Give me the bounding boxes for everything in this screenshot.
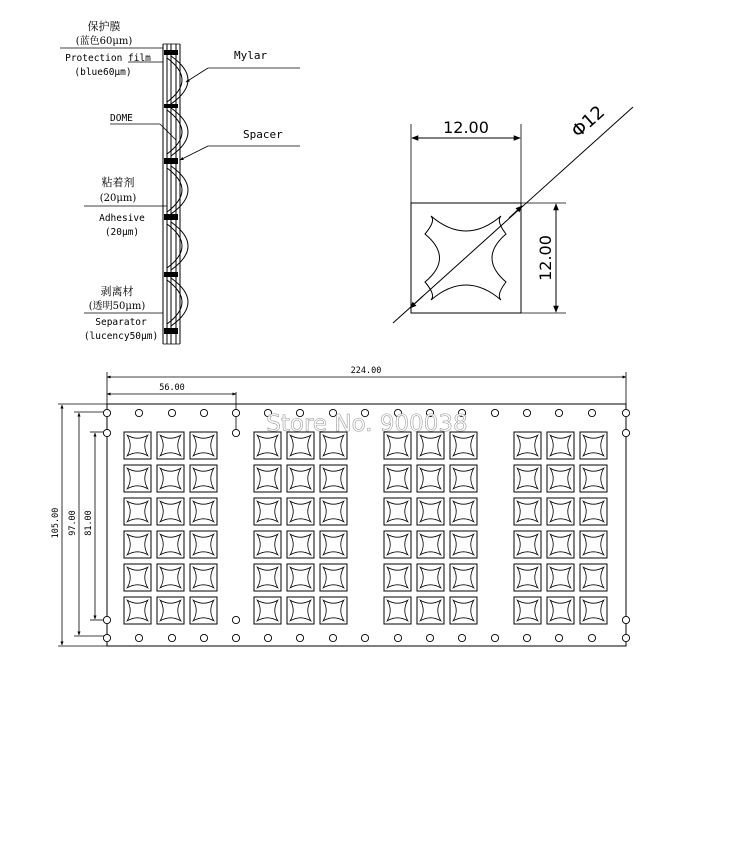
sheet-hole (103, 409, 110, 416)
sheet-hole (426, 634, 433, 641)
dim-height-mid: 97.00 (68, 510, 78, 536)
sheet-hole (329, 634, 336, 641)
sheet-hole (458, 634, 465, 641)
sheet-hole (264, 634, 271, 641)
dim-width-label: 12.00 (443, 118, 489, 137)
sheet-hole (622, 409, 629, 416)
sheet-hole (523, 634, 530, 641)
sheet-hole (361, 634, 368, 641)
dim-total-width: 224.00 (350, 366, 382, 376)
sheet-hole (232, 429, 239, 436)
label-protection-cn: 保护膜 (87, 20, 121, 33)
layer-stack (163, 44, 180, 344)
dim-height-inner: 81.00 (84, 510, 94, 536)
watermark: Store No. 900038 (266, 411, 468, 437)
sheet-hole (103, 634, 110, 641)
sheet-hole (232, 616, 239, 623)
label-protection-cn-spec: (蓝色60μm) (75, 36, 133, 47)
label-adhesive-cn: 粘着剂 (101, 176, 135, 189)
dome-shapes (167, 56, 188, 326)
label-separator-cn-spec: (透明50μm) (88, 301, 146, 312)
sheet-hole (555, 634, 562, 641)
sheet-hole (491, 634, 498, 641)
label-separator-en: Separator (95, 317, 147, 328)
label-adhesive-cn-spec: (20μm) (99, 193, 137, 204)
dome-grid (124, 432, 607, 624)
cross-section-diagram (60, 19, 300, 344)
sheet-hole (523, 409, 530, 416)
label-adhesive-en-spec: (20μm) (104, 227, 140, 238)
label-separator-cn: 剥离材 (100, 285, 134, 298)
sheet-hole (103, 616, 110, 623)
label-spacer: Spacer (243, 128, 283, 141)
sheet-hole (232, 409, 239, 416)
dome-outline-square (411, 203, 521, 313)
label-mylar: Mylar (234, 49, 268, 62)
label-protection-en: Protection film (65, 53, 151, 64)
dim-pitch: 56.00 (159, 383, 185, 393)
sheet-hole (135, 634, 142, 641)
label-separator-en-spec: (lucency50μm) (83, 331, 159, 342)
sheet-hole (200, 634, 207, 641)
dim-height-label: 12.00 (536, 235, 555, 281)
sheet-hole (232, 634, 239, 641)
sheet-hole (622, 429, 629, 436)
label-protection-en-spec: (blue60μm) (74, 67, 132, 78)
sheet-hole (200, 409, 207, 416)
sheet-hole (491, 409, 498, 416)
sheet-hole (394, 634, 401, 641)
sheet-hole (588, 409, 595, 416)
sheet-hole (168, 634, 175, 641)
sheet-hole (622, 616, 629, 623)
dim-height-outer: 105.00 (51, 507, 61, 539)
sheet-hole (296, 634, 303, 641)
label-dome: DOME (110, 113, 133, 124)
sheet-hole (555, 409, 562, 416)
sheet-hole (168, 409, 175, 416)
sheet-hole (622, 634, 629, 641)
dome-detail-diagram (393, 102, 633, 323)
sheet-hole (588, 634, 595, 641)
dim-diameter-label: Φ12 (567, 101, 610, 143)
label-adhesive-en: Adhesive (99, 213, 145, 224)
sheet-layout-diagram (51, 366, 630, 646)
sheet-hole (103, 429, 110, 436)
sheet-hole (135, 409, 142, 416)
